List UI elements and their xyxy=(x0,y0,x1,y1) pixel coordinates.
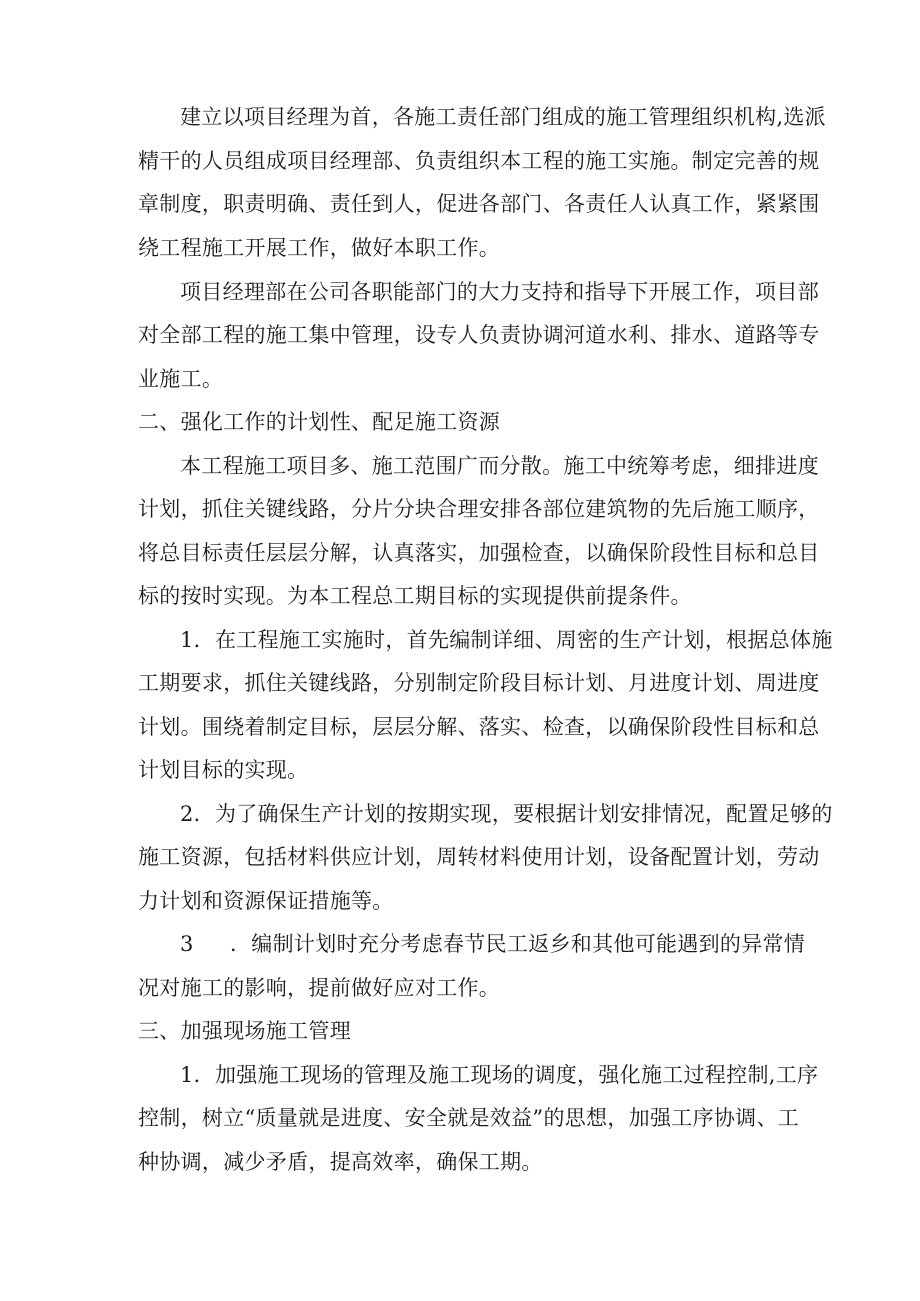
paragraph-1-line-2: 精干的人员组成项目经理部、负责组织本工程的施工实施。制定完善的规 xyxy=(138,149,820,173)
paragraph-3-line-2: 计划，抓住关键线路，分片分块合理安排各部位建筑物的先后施工顺序， xyxy=(138,497,820,521)
paragraph-3-line-4: 标的按时实现。为本工程总工期目标的实现提供前提条件。 xyxy=(138,584,692,608)
paragraph-2-line-2: 对全部工程的施工集中管理，设专人负责协调河道水利、排水、道路等专 xyxy=(138,323,820,347)
item-2-line-3: 力计划和资源保证措施等。 xyxy=(138,889,394,913)
item-2-line-1: 2．为了确保生产计划的按期实现，要根据计划安排情况，配置足够的 xyxy=(180,802,833,826)
item-1-line-2: 工期要求，抓住关键线路，分别制定阶段目标计划、月进度计划、周进度 xyxy=(138,671,820,695)
item-1-line-4: 计划目标的实现。 xyxy=(138,758,309,782)
paragraph-1-line-4: 绕工程施工开展工作，做好本职工作。 xyxy=(138,236,501,260)
paragraph-1-line-3: 章制度，职责明确、责任到人，促进各部门、各责任人认真工作，紧紧围 xyxy=(138,192,820,216)
item-2-line-2: 施工资源，包括材料供应计划，周转材料使用计划，设备配置计划，劳动 xyxy=(138,845,820,869)
paragraph-1-line-1: 建立以项目经理为首，各施工责任部门组成的施工管理组织机构,选派 xyxy=(180,105,826,129)
paragraph-2-line-3: 业施工。 xyxy=(138,367,224,391)
item-3-line-2: 况对施工的影响，提前做好应对工作。 xyxy=(138,976,501,1000)
item-1-line-1: 1．在工程施工实施时，首先编制详细、周密的生产计划，根据总体施 xyxy=(180,628,833,652)
paragraph-3-line-1: 本工程施工项目多、施工范围广而分散。施工中统筹考虑，细排进度 xyxy=(180,454,819,478)
item-3-number: 3 xyxy=(180,932,194,956)
section-3-item-1-line-3: 种协调，减少矛盾，提高效率，确保工期。 xyxy=(138,1150,543,1174)
section-3-item-1-line-2: 控制，树立“质量就是进度、安全就是效益”的思想，加强工序协调、工 xyxy=(138,1106,800,1130)
item-3-line-1 xyxy=(180,930,806,958)
item-1-line-3: 计划。围绕着制定目标，层层分解、落实、检查，以确保阶段性目标和总 xyxy=(138,715,820,739)
paragraph-3-line-3: 将总目标责任层层分解，认真落实，加强检查，以确保阶段性目标和总目 xyxy=(138,541,820,565)
paragraph-2-line-1: 项目经理部在公司各职能部门的大力支持和指导下开展工作，项目部 xyxy=(180,280,819,304)
section-heading-3: 三、加强现场施工管理 xyxy=(138,1019,351,1043)
item-3-text: ．编制计划时充分考虑春节民工返乡和其他可能遇到的异常情 xyxy=(230,932,806,956)
section-heading-2: 二、强化工作的计划性、配足施工资源 xyxy=(138,410,501,434)
section-3-item-1-line-1: 1．加强施工现场的管理及施工现场的调度，强化施工过程控制,工序 xyxy=(180,1063,819,1087)
